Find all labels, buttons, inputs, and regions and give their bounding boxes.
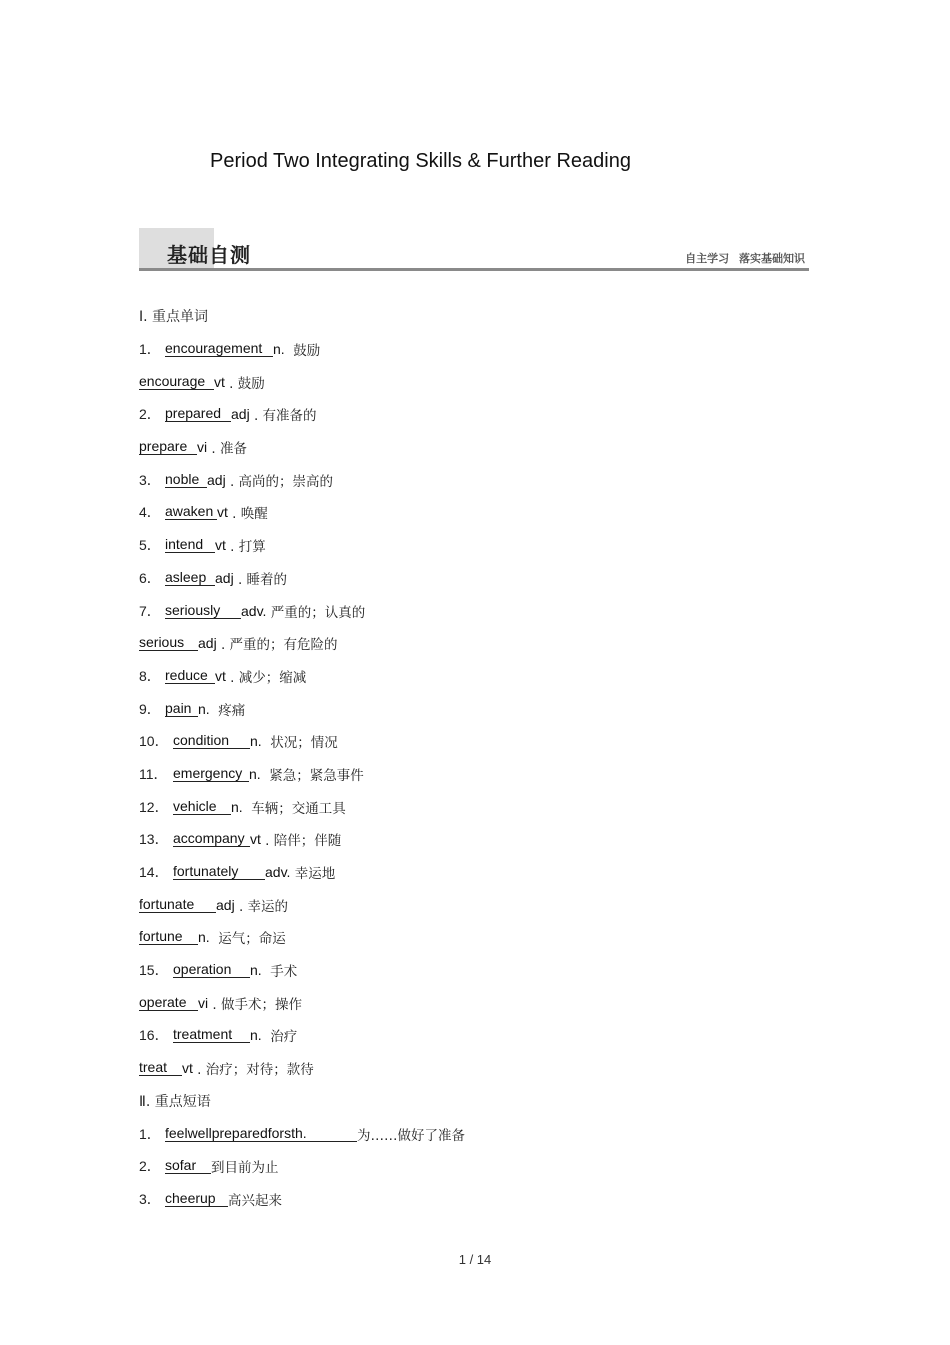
list-item xyxy=(139,463,819,496)
item-number: 1． xyxy=(139,1125,161,1142)
answer-blank: feelwellpreparedforsth. xyxy=(165,1126,357,1142)
banner-subtitle: 自主学习 落实基础知识 xyxy=(685,252,805,265)
item-number: 8． xyxy=(139,667,161,684)
chinese-meaning: 运气；命运 xyxy=(209,931,286,948)
item-number: 5． xyxy=(139,537,161,554)
list-item xyxy=(139,921,819,954)
part-of-speech: n. xyxy=(273,341,285,358)
item-number: 2． xyxy=(139,406,161,423)
list-item xyxy=(139,888,819,921)
chinese-meaning: . 幸运的 xyxy=(234,898,289,915)
answer-blank: asleep xyxy=(165,570,215,586)
part-of-speech: n. xyxy=(198,700,210,717)
answer-blank: sofar xyxy=(165,1158,211,1174)
item-number: 3． xyxy=(139,471,161,488)
chinese-meaning: 幸运地 xyxy=(290,866,336,883)
list-item xyxy=(139,823,819,856)
part-of-speech: vi xyxy=(197,439,208,456)
answer-blank: fortune xyxy=(139,929,198,945)
part-of-speech: adv. xyxy=(241,602,267,619)
answer-blank: seriously xyxy=(165,603,241,619)
part-of-speech: vt xyxy=(215,537,226,554)
page-title: Period Two Integrating Skills & Further Reading xyxy=(210,150,631,172)
answer-blank: emergency xyxy=(173,766,249,782)
list-item xyxy=(139,1150,819,1183)
answer-blank: encourage xyxy=(139,374,214,390)
item-number: 10． xyxy=(139,733,169,750)
section-heading xyxy=(139,300,819,333)
list-item xyxy=(139,1052,819,1085)
chinese-meaning: . 高尚的；崇高的 xyxy=(225,473,334,490)
part-of-speech: adj xyxy=(198,635,217,652)
answer-blank: pain xyxy=(165,701,198,717)
part-of-speech: n. xyxy=(249,765,261,782)
chinese-meaning: . 打算 xyxy=(225,539,266,556)
part-of-speech: adj xyxy=(231,406,250,423)
list-item xyxy=(139,1183,819,1216)
chinese-meaning: . 准备 xyxy=(207,441,247,458)
chinese-meaning: 车辆；交通工具 xyxy=(242,800,346,817)
list-item xyxy=(139,627,819,660)
list-item xyxy=(139,856,819,889)
item-number: 7． xyxy=(139,602,161,619)
answer-blank: cheerup xyxy=(165,1191,228,1207)
answer-blank: fortunately xyxy=(173,864,265,880)
answer-blank: treat xyxy=(139,1060,182,1076)
part-of-speech: vt xyxy=(214,373,225,390)
chinese-meaning: . 睡着的 xyxy=(233,571,288,588)
chinese-meaning: . 鼓励 xyxy=(224,375,265,392)
part-of-speech: adj xyxy=(216,896,235,913)
item-number: 1． xyxy=(139,341,161,358)
part-of-speech: n. xyxy=(231,798,243,815)
chinese-meaning: . 减少；缩减 xyxy=(225,669,307,686)
part-of-speech: adj xyxy=(207,471,226,488)
chinese-meaning: 高兴起来 xyxy=(228,1192,282,1209)
list-item xyxy=(139,954,819,987)
list-item xyxy=(139,986,819,1019)
list-item xyxy=(139,562,819,595)
vocabulary-list xyxy=(139,300,819,1215)
banner-title: 基础自测 xyxy=(167,243,251,267)
chinese-meaning: 疼痛 xyxy=(209,702,246,719)
chinese-meaning: 手术 xyxy=(261,964,298,981)
section-heading xyxy=(139,1085,819,1118)
item-number: 16． xyxy=(139,1027,169,1044)
list-item xyxy=(139,1019,819,1052)
answer-blank: condition xyxy=(173,733,250,749)
answer-blank: prepare xyxy=(139,439,197,455)
answer-blank: accompany xyxy=(173,831,250,847)
list-item xyxy=(139,398,819,431)
chinese-meaning: . 有准备的 xyxy=(249,408,317,425)
answer-blank: fortunate xyxy=(139,897,216,913)
list-item xyxy=(139,333,819,366)
list-item xyxy=(139,758,819,791)
item-number: 12． xyxy=(139,798,169,815)
answer-blank: intend xyxy=(165,537,215,553)
chinese-meaning: 到目前为止 xyxy=(211,1160,279,1177)
item-number: 6． xyxy=(139,569,161,586)
list-item xyxy=(139,790,819,823)
chinese-meaning: . 严重的；有危险的 xyxy=(216,637,338,654)
chinese-meaning: 严重的；认真的 xyxy=(266,604,366,621)
banner-rule xyxy=(139,268,809,271)
chinese-meaning: 紧急；紧急事件 xyxy=(260,767,364,784)
answer-blank: operate xyxy=(139,995,198,1011)
section-heading-text: Ⅰ. 重点单词 xyxy=(139,309,209,326)
chinese-meaning: . 唤醒 xyxy=(227,506,268,523)
answer-blank: vehicle xyxy=(173,799,231,815)
item-number: 4． xyxy=(139,504,161,521)
part-of-speech: n. xyxy=(250,733,262,750)
part-of-speech: vi xyxy=(198,994,209,1011)
item-number: 11． xyxy=(139,765,168,782)
answer-blank: noble xyxy=(165,472,207,488)
part-of-speech: n. xyxy=(250,962,262,979)
answer-blank: operation xyxy=(173,962,250,978)
part-of-speech: adv. xyxy=(265,864,291,881)
list-item xyxy=(139,594,819,627)
page-number: 1 / 14 xyxy=(458,1252,492,1267)
part-of-speech: n. xyxy=(250,1027,262,1044)
list-item xyxy=(139,529,819,562)
item-number: 3． xyxy=(139,1190,161,1207)
answer-blank: reduce xyxy=(165,668,215,684)
part-of-speech: adj xyxy=(215,569,234,586)
chinese-meaning: 为……做好了准备 xyxy=(357,1127,465,1144)
item-number: 2． xyxy=(139,1158,161,1175)
section-heading-text: Ⅱ. 重点短语 xyxy=(139,1093,211,1110)
item-number: 9． xyxy=(139,700,161,717)
list-item xyxy=(139,660,819,693)
part-of-speech: n. xyxy=(198,929,210,946)
answer-blank: prepared xyxy=(165,406,231,422)
chinese-meaning: . 做手术；操作 xyxy=(208,996,302,1013)
chinese-meaning: 治疗 xyxy=(261,1029,298,1046)
list-item xyxy=(139,1117,819,1150)
list-item xyxy=(139,725,819,758)
list-item xyxy=(139,365,819,398)
list-item xyxy=(139,496,819,529)
section-banner xyxy=(139,228,809,272)
answer-blank: serious xyxy=(139,635,198,651)
chinese-meaning: 状况；情况 xyxy=(261,735,338,752)
answer-blank: treatment xyxy=(173,1027,250,1043)
part-of-speech: vt xyxy=(182,1060,193,1077)
item-number: 13． xyxy=(139,831,169,848)
part-of-speech: vt xyxy=(217,504,228,521)
answer-blank: awaken xyxy=(165,504,217,520)
list-item xyxy=(139,431,819,464)
chinese-meaning: . 陪伴；伴随 xyxy=(260,833,342,850)
item-number: 14． xyxy=(139,864,169,881)
part-of-speech: vt xyxy=(215,667,226,684)
list-item xyxy=(139,692,819,725)
part-of-speech: vt xyxy=(250,831,261,848)
answer-blank: encouragement xyxy=(165,341,273,357)
chinese-meaning: . 治疗；对待；款待 xyxy=(192,1062,314,1079)
chinese-meaning: 鼓励 xyxy=(284,343,321,360)
item-number: 15． xyxy=(139,962,169,979)
